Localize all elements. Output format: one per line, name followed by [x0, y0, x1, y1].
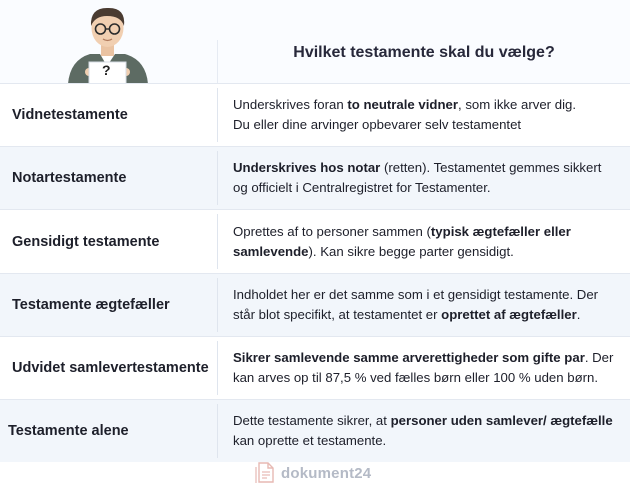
description-emphasis: oprettet af ægtefæller [441, 307, 577, 322]
column-divider [217, 214, 218, 269]
description-text: ). Kan sikre begge parter gensidigt. [308, 243, 514, 259]
table-row [0, 210, 630, 273]
testament-type-description [233, 337, 616, 399]
testament-type-description [233, 274, 616, 336]
table-row [0, 400, 630, 462]
description-text: , som ikke arver dig. Du eller dine arvinger opbevarer selv testamentet [233, 97, 576, 132]
description-emphasis: to neutrale vidner [347, 97, 458, 112]
column-divider [217, 404, 218, 458]
brand-logo [255, 462, 371, 484]
testament-type-name: Vidnetestamente [12, 107, 128, 123]
description-text: Oprettes af to personer sammen ( [233, 223, 431, 239]
description-emphasis: personer uden samlever/ ægtefælle [390, 413, 613, 428]
description-text: kan oprette et testamente. [233, 433, 387, 448]
testament-type-description [233, 210, 616, 273]
column-divider [217, 341, 218, 395]
description-text: (retten). Testamentet gemmes sikkert og officielt i Centralregistret for Testamenter. [233, 160, 602, 195]
description-emphasis: typisk ægtefæller eller samlevende [233, 223, 571, 259]
table-row [0, 337, 630, 399]
description-text: . Der kan arves op til 87,5 % ved fælles børn eller 100 % uden børn. [233, 350, 614, 385]
testament-type-name: Testamente ægtefæller [12, 297, 170, 313]
table-row [0, 147, 630, 209]
description-text: Indholdet her er det samme som i et gensidigt testamente. Der står blot specifikt, at testamentet er [233, 287, 599, 322]
description-text: . [576, 307, 581, 322]
testament-type-description [233, 84, 616, 146]
testament-type-description [233, 147, 616, 209]
description-emphasis: Underskrives hos notar [233, 160, 381, 175]
column-divider [217, 278, 218, 332]
testament-type-description [233, 400, 616, 462]
table-row [0, 84, 630, 146]
description-text: Underskrives foran [233, 97, 348, 112]
page-title: Hvilket testamente skal du vælge? [293, 44, 555, 61]
description-emphasis: Sikrer samlevende samme arverettigheder som gifte par [233, 350, 585, 365]
column-divider [217, 151, 218, 205]
testament-type-name: Udvidet samlevertestamente [12, 360, 209, 376]
testament-type-name: Gensidigt testamente [12, 233, 160, 250]
document-logo-icon [255, 462, 275, 484]
testament-type-name: Testamente alene [8, 423, 129, 439]
column-divider [217, 88, 218, 142]
table-row [0, 274, 630, 336]
brand-name: dokument24 [281, 464, 372, 482]
description-text: Dette testamente sikrer, at [233, 413, 391, 428]
question-sign-text: ? [102, 62, 111, 78]
testament-type-name: Notartestamente [12, 170, 127, 186]
table-header [0, 0, 630, 83]
